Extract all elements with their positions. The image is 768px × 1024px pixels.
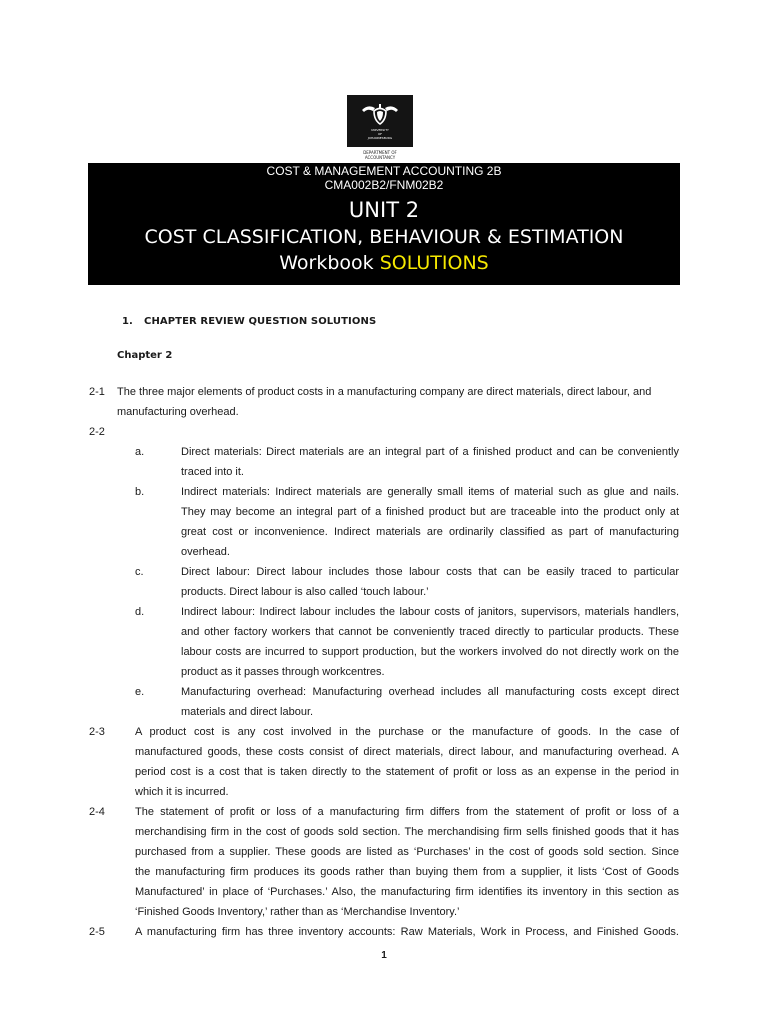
workbook-title bbox=[88, 250, 680, 276]
question-label: 2-5 bbox=[89, 926, 105, 938]
answer-line: They may become an integral part of a finished product but are traceable into the product only at bbox=[181, 506, 679, 518]
answer-line: Direct materials: Direct materials are an integral part of a finished product and can be conveniently bbox=[181, 446, 679, 458]
workbook-label: Workbook bbox=[279, 252, 374, 274]
answer-line: Indirect labour: Indirect labour includes the labour costs of janitors, supervisors, materials handlers, bbox=[181, 606, 679, 618]
answer-line: overhead. bbox=[181, 546, 230, 558]
item-label: a. bbox=[135, 446, 145, 458]
section-number: 1. bbox=[122, 316, 133, 327]
title-banner bbox=[88, 163, 680, 285]
answer-line: which it is incurred. bbox=[135, 786, 229, 798]
answer-line: merchandising firm in the cost of goods sold section. The merchandising firm sells finished goods that it has bbox=[135, 826, 679, 838]
university-crest-icon bbox=[358, 102, 402, 128]
answer-line: and other factory workers that cannot be conveniently traced directly to particular products. These bbox=[181, 626, 679, 638]
logo-text-line: OF bbox=[377, 132, 383, 136]
answer-line: manufactured goods, these costs consist of direct materials, direct labour, and manufacturing overhead. A bbox=[135, 746, 679, 758]
solutions-label: SOLUTIONS bbox=[379, 252, 489, 274]
answer-line: the manufacturing firm produces its goods rather than buying them from a supplier, it lists ‘Cost of Goods bbox=[135, 866, 679, 878]
answer-line: Direct labour: Direct labour includes those labour costs that can be easily traced to particular bbox=[181, 566, 679, 578]
answer-line: ‘Finished Goods Inventory,’ rather than as ‘Merchandise Inventory.’ bbox=[135, 906, 460, 918]
university-logo bbox=[347, 95, 413, 147]
answer-line: products. Direct labour is also called ‘touch labour.’ bbox=[181, 586, 429, 598]
answer-line: product as it passes through workcentres. bbox=[181, 666, 385, 678]
question-label: 2-3 bbox=[89, 726, 105, 738]
unit-subject: COST CLASSIFICATION, BEHAVIOUR & ESTIMATION bbox=[144, 226, 624, 248]
answer-line: Indirect materials: Indirect materials are generally small items of material such as glue and nails. bbox=[181, 486, 679, 498]
answer-line: traced into it. bbox=[181, 466, 244, 478]
question-label: 2-2 bbox=[89, 426, 105, 438]
answer-line: period cost is a cost that is taken directly to the statement of profit or loss as an expense in the period in bbox=[135, 766, 679, 778]
department-line: DEPARTMENT OF bbox=[363, 150, 397, 155]
department-label bbox=[330, 150, 430, 160]
unit-title: UNIT 2 bbox=[348, 198, 420, 222]
answer-line: A manufacturing firm has three inventory accounts: Raw Materials, Work in Process, and Finished Goods. bbox=[135, 926, 679, 938]
question-label: 2-4 bbox=[89, 806, 105, 818]
section-title: CHAPTER REVIEW QUESTION SOLUTIONS bbox=[144, 316, 377, 327]
chapter-heading: Chapter 2 bbox=[117, 350, 173, 361]
course-code: CMA002B2/FNM02B2 bbox=[324, 178, 444, 192]
answer-line: labour costs are incurred to support production, but the workers involved do not directly work on the bbox=[181, 646, 679, 658]
question-label: 2-1 bbox=[89, 386, 105, 398]
answer-line: A product cost is any cost involved in the purchase or the manufacture of goods. In the case of bbox=[135, 726, 679, 738]
logo-text bbox=[368, 128, 393, 140]
department-line: ACCOUNTANCY bbox=[364, 155, 396, 160]
answer-line: The statement of profit or loss of a manufacturing firm differs from the statement of profit or loss of a bbox=[135, 806, 679, 818]
course-title: COST & MANAGEMENT ACCOUNTING 2B bbox=[266, 164, 502, 178]
answer-line: manufacturing overhead. bbox=[117, 406, 239, 418]
page-number: 1 bbox=[381, 950, 387, 961]
answer-line: The three major elements of product costs in a manufacturing company are direct materials, direct labour, and bbox=[117, 386, 652, 398]
item-label: c. bbox=[135, 566, 144, 578]
answer-line: purchased from a supplier. These goods are listed as ‘Purchases’ in the cost of goods sold section. Since bbox=[135, 846, 679, 858]
item-label: b. bbox=[135, 486, 145, 498]
logo-text-line: JOHANNESBURG bbox=[367, 136, 393, 140]
answer-line: Manufacturing overhead: Manufacturing overhead includes all manufacturing costs except direct bbox=[181, 686, 679, 698]
logo-text-line: UNIVERSITY bbox=[371, 128, 389, 132]
section-heading bbox=[122, 316, 376, 327]
item-label: d. bbox=[135, 606, 145, 618]
item-label: e. bbox=[135, 686, 145, 698]
answer-line: Manufactured’ in place of ‘Purchases.’ Also, the manufacturing firm identifies its inventory in this section as bbox=[135, 886, 679, 898]
answer-line: great cost or inconvenience. Indirect materials are ordinarily classified as part of manufacturing bbox=[181, 526, 679, 538]
answer-line: materials and direct labour. bbox=[181, 706, 314, 718]
